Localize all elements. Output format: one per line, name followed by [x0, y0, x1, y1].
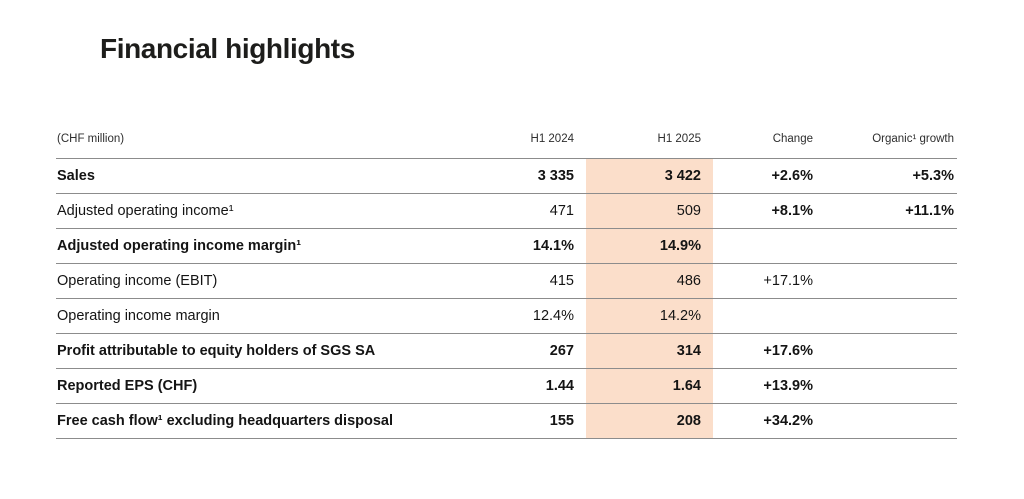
- value-change: +2.6%: [771, 168, 813, 184]
- value-organic-growth: +5.3%: [912, 168, 954, 184]
- value-change: +34.2%: [763, 413, 813, 429]
- value-h1-2025: 14.2%: [586, 299, 713, 334]
- value-change: [713, 299, 825, 334]
- value-h1-2025: 3 422: [586, 159, 713, 194]
- value-h1-2024: 1.44: [545, 378, 574, 394]
- value-change: +13.9%: [763, 378, 813, 394]
- value-h1-2025: 314: [586, 334, 713, 369]
- row-label: Reported EPS (CHF): [57, 378, 198, 394]
- table-row-sales: [56, 159, 957, 194]
- value-h1-2025: 509: [586, 194, 713, 229]
- table-row-adjusted-operating-income-margin: [56, 229, 957, 264]
- value-organic-growth: [825, 229, 957, 264]
- value-organic-growth: +11.1%: [905, 203, 954, 219]
- column-header-h1-2025: H1 2025: [657, 133, 701, 145]
- column-header-unit: (CHF million): [57, 133, 125, 145]
- column-header-organic-growth: Organic¹ growth: [872, 133, 954, 145]
- table-row-operating-income-margin: [56, 299, 957, 334]
- row-label: Sales: [57, 168, 95, 184]
- value-organic-growth: [825, 369, 957, 404]
- table-row-profit-attributable: [56, 334, 957, 369]
- value-change: +17.1%: [763, 273, 813, 289]
- value-h1-2025: 486: [586, 264, 713, 299]
- table-header-row: [56, 120, 957, 159]
- value-h1-2024: 12.4%: [532, 308, 574, 324]
- value-h1-2024: 471: [549, 203, 574, 219]
- value-h1-2025: 208: [586, 404, 713, 439]
- value-organic-growth: [825, 334, 957, 369]
- table-row-adjusted-operating-income: [56, 194, 957, 229]
- value-h1-2024: 3 335: [537, 168, 574, 184]
- value-h1-2025: 1.64: [586, 369, 713, 404]
- row-label: Operating income (EBIT): [57, 273, 218, 289]
- financial-highlights-table: [56, 120, 957, 439]
- value-organic-growth: [825, 299, 957, 334]
- value-organic-growth: [825, 264, 957, 299]
- value-h1-2024: 267: [549, 343, 574, 359]
- value-h1-2024: 155: [549, 413, 574, 429]
- row-label: Operating income margin: [57, 308, 220, 324]
- table-row-reported-eps: [56, 369, 957, 404]
- table-row-free-cash-flow: [56, 404, 957, 439]
- row-label: Adjusted operating income margin¹: [57, 238, 302, 254]
- value-organic-growth: [825, 404, 957, 439]
- value-h1-2025: 14.9%: [586, 229, 713, 264]
- page-title: Financial highlights: [100, 33, 355, 64]
- value-change: +8.1%: [771, 203, 813, 219]
- value-change: [713, 229, 825, 264]
- column-header-change: Change: [772, 133, 813, 145]
- table-row-operating-income-ebit: [56, 264, 957, 299]
- value-h1-2024: 415: [549, 273, 574, 289]
- row-label: Free cash flow¹ excluding headquarters disposal: [57, 413, 394, 429]
- row-label: Profit attributable to equity holders of SGS SA: [57, 343, 376, 359]
- row-label: Adjusted operating income¹: [57, 203, 234, 219]
- column-header-h1-2024: H1 2024: [530, 133, 574, 145]
- value-h1-2024: 14.1%: [532, 238, 574, 254]
- value-change: +17.6%: [763, 343, 813, 359]
